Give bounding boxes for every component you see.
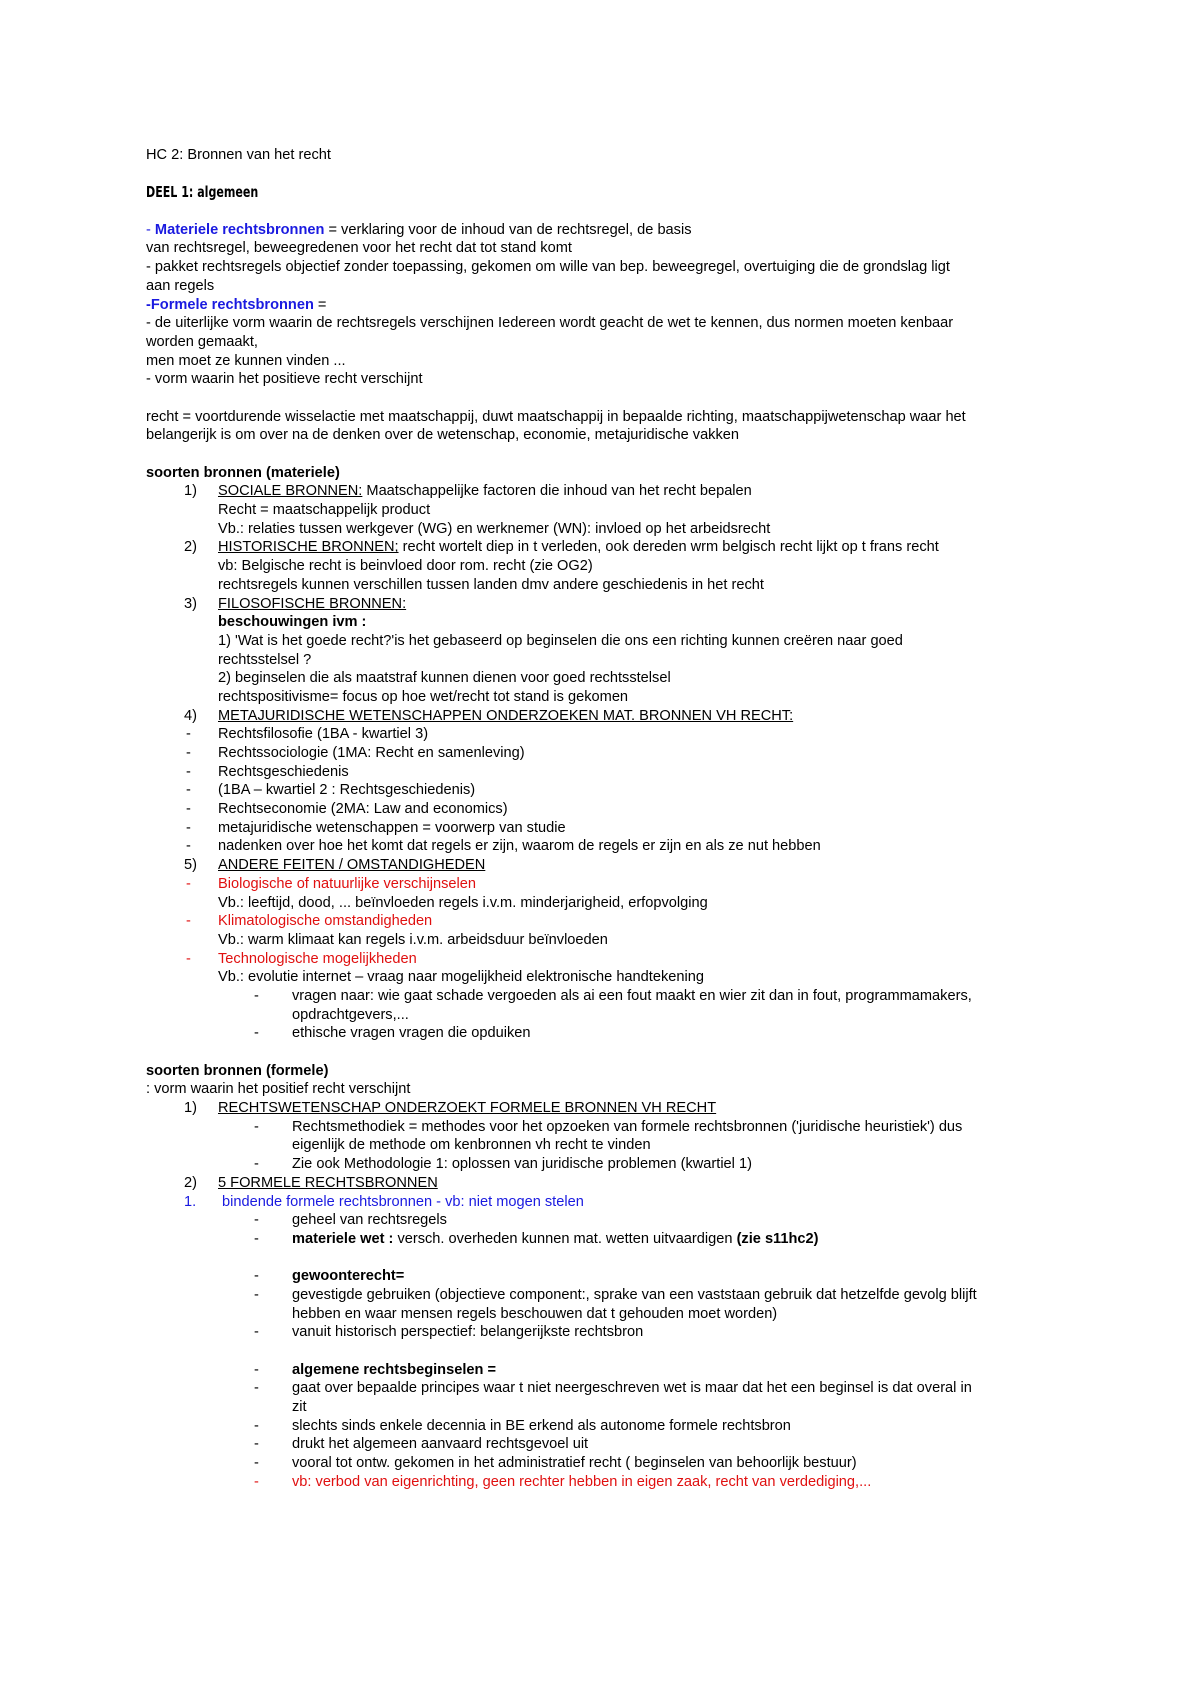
dash-item: - Rechtsfilosofie (1BA - kwartiel 3) [186, 726, 429, 743]
dash-item-level2: - gewoonterecht= [254, 1268, 405, 1285]
list-subline: vb: Belgische recht is beinvloed door rom. recht (zie OG2) [218, 558, 593, 575]
dash-item: - Rechtsgeschiedenis [186, 763, 349, 780]
list-subline: opdrachtgevers,... [292, 1006, 409, 1023]
list-item: 5) ANDERE FEITEN / OMSTANDIGHEDEN [184, 857, 486, 874]
list-item: 1) SOCIALE BRONNEN: Maatschappelijke factoren die inhoud van het recht bepalen [184, 483, 752, 500]
dash-item-level2: - vragen naar: wie gaat schade vergoeden als ai een fout maakt en wier zit dan in fout, programmamakers, [254, 987, 972, 1004]
dash-item-red: - vb: verbod van eigenrichting, geen rechter hebben in eigen zaak, recht van verdediging,... [254, 1473, 872, 1490]
document-page [146, 146, 1066, 1492]
dash-item-level2: - Zie ook Methodologie 1: oplossen van juridische problemen (kwartiel 1) [254, 1156, 752, 1173]
dash-item-level2: - vanuit historisch perspectief: belangerijkste rechtsbron [254, 1324, 644, 1341]
text-line: - de uiterlijke vorm waarin de rechtsregels verschijnen Iedereen wordt geacht de wet te kennen, dus normen moeten kenbaar [146, 315, 954, 332]
text-line: men moet ze kunnen vinden ... [146, 352, 346, 369]
dash-item: - (1BA – kwartiel 2 : Rechtsgeschiedenis) [186, 782, 476, 799]
text-line: aan regels [146, 277, 215, 294]
list-item: 1) RECHTSWETENSCHAP ONDERZOEKT FORMELE BRONNEN VH RECHT [184, 1100, 717, 1117]
list-subline: Vb.: warm klimaat kan regels i.v.m. arbeidsduur beïnvloeden [218, 931, 608, 948]
dash-item-level2: - slechts sinds enkele decennia in BE erkend als autonome formele rechtsbron [254, 1417, 791, 1434]
text-line: - pakket rechtsregels objectief zonder toepassing, gekomen om wille van bep. beweegregel, overtuiging die de grondslag ligt [146, 259, 950, 276]
text-line: belangerijk is om over na de denken over de wetenschap, economie, metajuridische vakken [146, 427, 740, 444]
dash-item-level2: - materiele wet : versch. overheden kunnen mat. wetten uitvaardigen (zie s11hc2) [254, 1230, 819, 1247]
dash-item: - Rechtseconomie (2MA: Law and economics) [186, 801, 508, 818]
list-subline: rechtsstelsel ? [218, 651, 312, 668]
list-subline: rechtsregels kunnen verschillen tussen landen dmv andere geschiedenis in het recht [218, 576, 764, 593]
dash-item: - nadenken over hoe het komt dat regels er zijn, waarom de regels er zijn en als ze nut hebben [186, 838, 821, 855]
dash-item-level2: - algemene rechtsbeginselen = [254, 1361, 496, 1378]
dash-item-level2: - gaat over bepaalde principes waar t niet neergeschreven wet is maar dat het een beginsel is dat overal in [254, 1380, 972, 1397]
list-subline: eigenlijk de methode om kenbronnen vh recht te vinden [292, 1137, 651, 1154]
list-subline: zit [292, 1399, 307, 1416]
list-subline: hebben en waar mensen regels beschouwen dat t gehouden moet worden) [292, 1305, 778, 1322]
text-line: - vorm waarin het positieve recht verschijnt [146, 371, 423, 388]
list-item-blue: 1. bindende formele rechtsbronnen - vb: niet mogen stelen [184, 1193, 584, 1210]
dash-item-red: - Technologische mogelijkheden [186, 950, 417, 967]
dash-item-level2: - gevestigde gebruiken (objectieve component:, sprake van een vaststaan gebruik dat hetzelfde gevolg blijft [254, 1286, 977, 1303]
list-subline: beschouwingen ivm : [218, 614, 367, 631]
list-item: 2) 5 FORMELE RECHTSBRONNEN [184, 1174, 438, 1191]
list-subline: 1) 'Wat is het goede recht?'is het gebaseerd op beginselen die ons een richting kunnen creëren naar goed [218, 632, 903, 649]
text-line: recht = voortdurende wisselactie met maatschappij, duwt maatschappij in bepaalde richting, maatschappijwetenschap waar het [146, 408, 966, 425]
list-item: 2) HISTORISCHE BRONNEN; recht wortelt diep in t verleden, ook dereden wrm belgisch recht lijkt op t frans recht [184, 539, 939, 556]
dash-item-red: - Biologische of natuurlijke verschijnselen [186, 875, 476, 892]
text-line: van rechtsregel, beweegredenen voor het recht dat tot stand komt [146, 240, 572, 257]
dash-item-level2: - drukt het algemeen aanvaard rechtsgevoel uit [254, 1436, 589, 1453]
materiele-definition: - Materiele rechtsbronnen = verklaring voor de inhoud van de rechtsregel, de basis [146, 221, 692, 238]
list-subline: Vb.: evolutie internet – vraag naar mogelijkheid elektronische handtekening [218, 969, 704, 986]
text-line: worden gemaakt, [146, 333, 258, 350]
list-item: 4) METAJURIDISCHE WETENSCHAPPEN ONDERZOEKEN MAT. BRONNEN VH RECHT: [184, 707, 794, 724]
dash-item: - Rechtssociologie (1MA: Recht en samenleving) [186, 745, 525, 761]
dash-item-red: - Klimatologische omstandigheden [186, 913, 433, 930]
list-subline: 2) beginselen die als maatstraf kunnen dienen voor goed rechtsstelsel [218, 670, 671, 687]
list-item: 3) FILOSOFISCHE BRONNEN: [184, 595, 407, 612]
text-line: : vorm waarin het positief recht verschijnt [146, 1081, 411, 1098]
dash-item-level2: - ethische vragen vragen die opduiken [254, 1025, 531, 1042]
dash-item: - metajuridische wetenschappen = voorwerp van studie [186, 819, 566, 836]
formele-definition: -Formele rechtsbronnen = [146, 296, 327, 313]
page-title: HC 2: Bronnen van het recht [146, 147, 331, 163]
dash-item-level2: - vooral tot ontw. gekomen in het administratief recht ( beginselen van behoorlijk bestuur) [254, 1455, 857, 1472]
section-heading-deel1: DEEL 1: algemeen [146, 183, 259, 202]
formele-section-heading: soorten bronnen (formele) [146, 1062, 329, 1079]
list-subline: Recht = maatschappelijk product [218, 502, 431, 519]
dash-item-level2: - Rechtsmethodiek = methodes voor het opzoeken van formele rechtsbronnen ('juridische heuristiek') dus [254, 1118, 963, 1135]
list-subline: rechtspositivisme= focus op hoe wet/recht tot stand is gekomen [218, 688, 629, 705]
materiele-section-heading: soorten bronnen (materiele) [146, 464, 340, 481]
list-subline: Vb.: relaties tussen werkgever (WG) en werknemer (WN): invloed op het arbeidsrecht [218, 520, 771, 537]
dash-item-level2: - geheel van rechtsregels [254, 1212, 447, 1229]
list-subline: Vb.: leeftijd, dood, ... beïnvloeden regels i.v.m. minderjarigheid, erfopvolging [218, 894, 708, 911]
